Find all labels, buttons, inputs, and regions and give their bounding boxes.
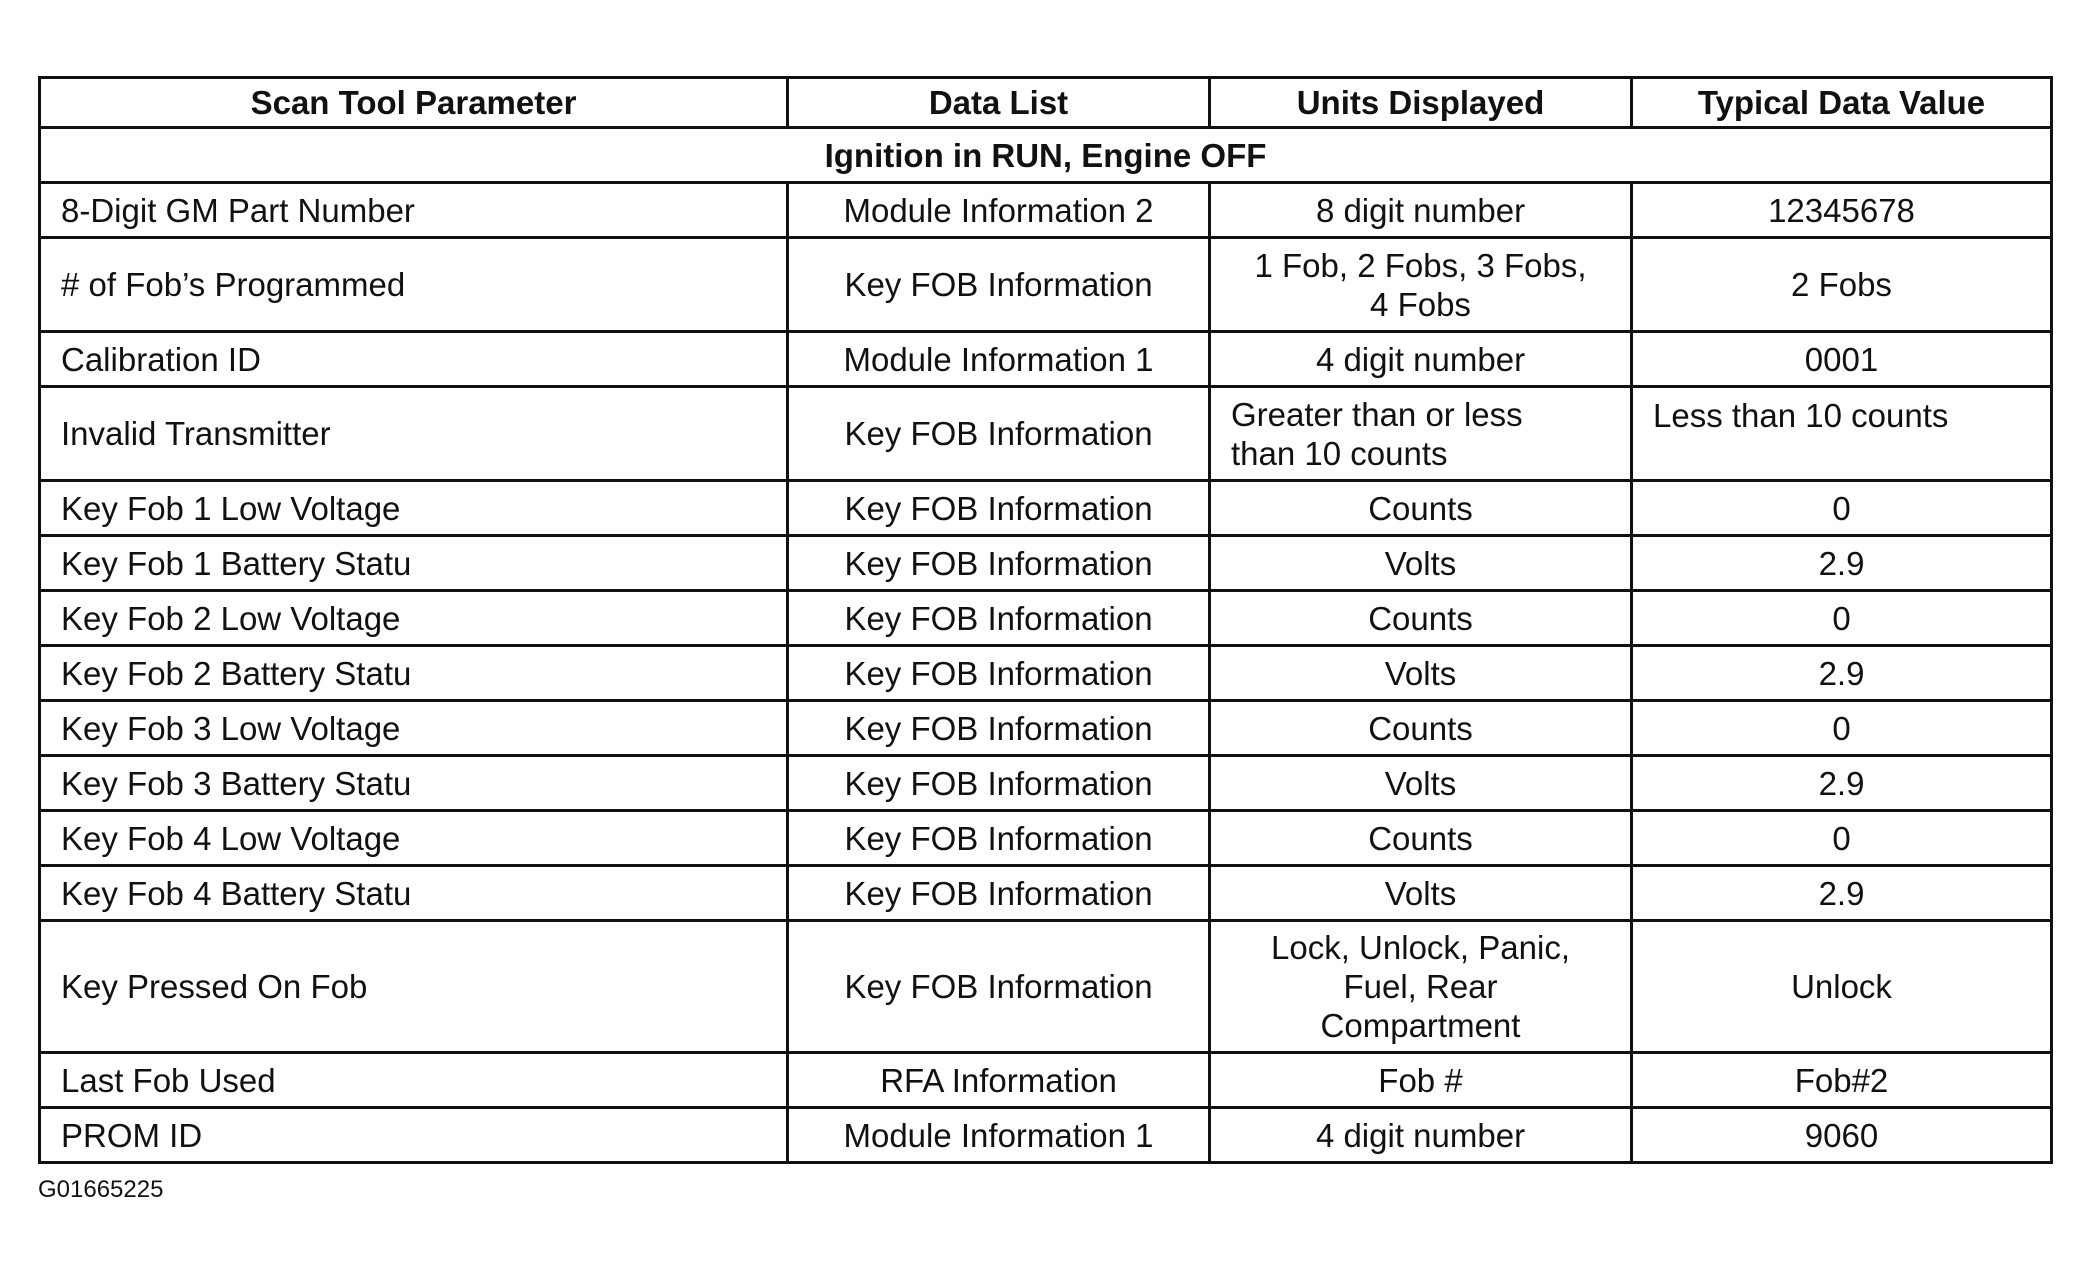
table-row bbox=[40, 387, 2052, 481]
cell-data-list: Key FOB Information bbox=[788, 481, 1210, 536]
cell-data-list: Key FOB Information bbox=[788, 387, 1210, 481]
cell-value: 2.9 bbox=[1632, 536, 2052, 591]
cell-units: 4 digit number bbox=[1210, 1108, 1632, 1163]
table-row bbox=[40, 238, 2052, 332]
cell-value: 0 bbox=[1632, 701, 2052, 756]
cell-value: 2.9 bbox=[1632, 866, 2052, 921]
cell-value: 2.9 bbox=[1632, 646, 2052, 701]
header-units-displayed: Units Displayed bbox=[1210, 78, 1632, 128]
cell-units: Volts bbox=[1210, 536, 1632, 591]
header-data-list: Data List bbox=[788, 78, 1210, 128]
cell-data-list: Key FOB Information bbox=[788, 866, 1210, 921]
cell-param: Key Fob 3 Battery Statu bbox=[40, 756, 788, 811]
cell-data-list: Module Information 1 bbox=[788, 332, 1210, 387]
cell-units: 8 digit number bbox=[1210, 183, 1632, 238]
section-title: Ignition in RUN, Engine OFF bbox=[40, 128, 2052, 183]
cell-param: PROM ID bbox=[40, 1108, 788, 1163]
cell-param: 8-Digit GM Part Number bbox=[40, 183, 788, 238]
cell-data-list: Key FOB Information bbox=[788, 756, 1210, 811]
table-row bbox=[40, 481, 2052, 536]
cell-data-list: Key FOB Information bbox=[788, 646, 1210, 701]
cell-data-list: Key FOB Information bbox=[788, 811, 1210, 866]
cell-units: Greater than or less than 10 counts bbox=[1210, 387, 1632, 481]
cell-data-list: Key FOB Information bbox=[788, 536, 1210, 591]
table-row bbox=[40, 646, 2052, 701]
cell-data-list: Key FOB Information bbox=[788, 238, 1210, 332]
cell-units: 4 digit number bbox=[1210, 332, 1632, 387]
cell-value: 2 Fobs bbox=[1632, 238, 2052, 332]
cell-param: Key Fob 1 Low Voltage bbox=[40, 481, 788, 536]
cell-value: Fob#2 bbox=[1632, 1053, 2052, 1108]
cell-value: 2.9 bbox=[1632, 756, 2052, 811]
cell-units: Volts bbox=[1210, 756, 1632, 811]
cell-value: 12345678 bbox=[1632, 183, 2052, 238]
section-row bbox=[40, 128, 2052, 183]
cell-data-list: Module Information 1 bbox=[788, 1108, 1210, 1163]
cell-param: Key Fob 2 Battery Statu bbox=[40, 646, 788, 701]
cell-units: Counts bbox=[1210, 701, 1632, 756]
cell-param: Last Fob Used bbox=[40, 1053, 788, 1108]
cell-units: Fob # bbox=[1210, 1053, 1632, 1108]
cell-units: Volts bbox=[1210, 646, 1632, 701]
cell-units: Counts bbox=[1210, 591, 1632, 646]
header-scan-tool-parameter: Scan Tool Parameter bbox=[40, 78, 788, 128]
table-row bbox=[40, 183, 2052, 238]
cell-value: 9060 bbox=[1632, 1108, 2052, 1163]
table-row bbox=[40, 1053, 2052, 1108]
cell-units: 1 Fob, 2 Fobs, 3 Fobs, 4 Fobs bbox=[1210, 238, 1632, 332]
cell-param: Key Fob 1 Battery Statu bbox=[40, 536, 788, 591]
cell-param: Key Fob 2 Low Voltage bbox=[40, 591, 788, 646]
cell-value: 0001 bbox=[1632, 332, 2052, 387]
cell-param: Calibration ID bbox=[40, 332, 788, 387]
cell-param: Key Fob 3 Low Voltage bbox=[40, 701, 788, 756]
cell-units: Counts bbox=[1210, 481, 1632, 536]
cell-param: Invalid Transmitter bbox=[40, 387, 788, 481]
figure-id: G01665225 bbox=[38, 1176, 164, 1203]
cell-param: Key Fob 4 Low Voltage bbox=[40, 811, 788, 866]
cell-data-list: Key FOB Information bbox=[788, 921, 1210, 1053]
cell-units: Lock, Unlock, Panic, Fuel, Rear Compartment bbox=[1210, 921, 1632, 1053]
cell-units: Volts bbox=[1210, 866, 1632, 921]
table-row bbox=[40, 756, 2052, 811]
header-typical-data-value: Typical Data Value bbox=[1632, 78, 2052, 128]
table-row bbox=[40, 591, 2052, 646]
cell-value: Less than 10 counts bbox=[1632, 387, 2052, 481]
table-row bbox=[40, 866, 2052, 921]
cell-value: 0 bbox=[1632, 481, 2052, 536]
table-row bbox=[40, 1108, 2052, 1163]
table-row bbox=[40, 701, 2052, 756]
table-row bbox=[40, 332, 2052, 387]
table-row bbox=[40, 921, 2052, 1053]
table-row bbox=[40, 536, 2052, 591]
cell-value: 0 bbox=[1632, 591, 2052, 646]
cell-units: Counts bbox=[1210, 811, 1632, 866]
cell-value: Unlock bbox=[1632, 921, 2052, 1053]
cell-data-list: RFA Information bbox=[788, 1053, 1210, 1108]
cell-param: Key Pressed On Fob bbox=[40, 921, 788, 1053]
cell-param: # of Fob’s Programmed bbox=[40, 238, 788, 332]
scan-tool-data-table bbox=[38, 76, 2053, 1164]
cell-data-list: Module Information 2 bbox=[788, 183, 1210, 238]
cell-param: Key Fob 4 Battery Statu bbox=[40, 866, 788, 921]
cell-value: 0 bbox=[1632, 811, 2052, 866]
table-row bbox=[40, 811, 2052, 866]
cell-data-list: Key FOB Information bbox=[788, 701, 1210, 756]
header-row bbox=[40, 78, 2052, 128]
cell-data-list: Key FOB Information bbox=[788, 591, 1210, 646]
